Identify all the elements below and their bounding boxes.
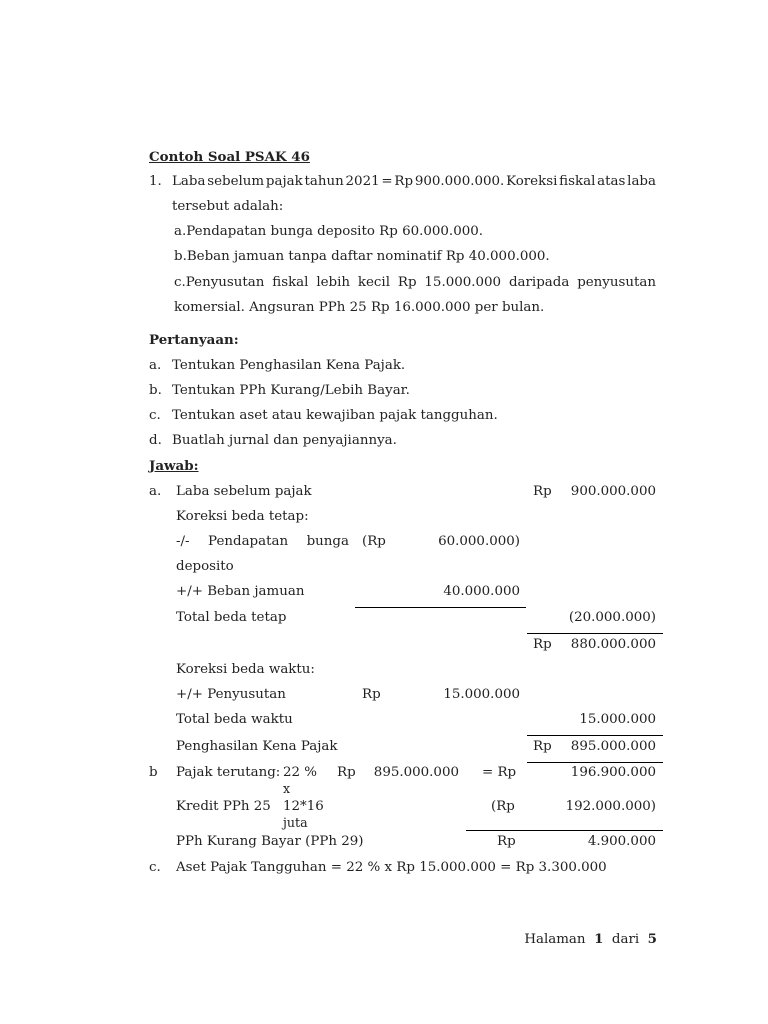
problem-line-2: tersebut adalah:	[172, 199, 284, 214]
pkp-rp: Rp	[533, 739, 552, 754]
terutang-label: Pajak terutang:	[176, 765, 281, 780]
questions-heading: Pertanyaan:	[149, 332, 239, 348]
word: pajak	[265, 174, 303, 189]
kurang-value: 4.900.000	[587, 834, 656, 849]
word: bunga	[306, 534, 349, 549]
answer-label-a: a.	[149, 484, 162, 499]
penyusutan-value: 15.000.000	[443, 687, 520, 702]
word: fiskal	[272, 275, 309, 290]
question-label-d: d.	[149, 433, 162, 448]
question-text-d: Buatlah jurnal dan penyajiannya.	[172, 433, 397, 448]
total-tetap-value: (20.000.000)	[568, 610, 656, 625]
word: penyusutan	[577, 275, 656, 290]
word: -/-	[176, 534, 190, 549]
problem-item-a: a.Pendapatan bunga deposito Rp 60.000.000.	[174, 224, 484, 239]
word: daripada	[508, 275, 570, 290]
terutang-value: 196.900.000	[570, 765, 656, 780]
word: 2021	[345, 174, 380, 189]
pkp-label: Penghasilan Kena Pajak	[176, 739, 338, 754]
koreksi-waktu-label: Koreksi beda waktu:	[176, 662, 315, 677]
question-text-c: Tentukan aset atau kewajiban pajak tangguhan.	[172, 408, 498, 423]
word: atas	[597, 174, 626, 189]
terutang-x: x	[283, 781, 291, 796]
answer-label-b: b	[149, 765, 158, 780]
pkp-value: 895.000.000	[570, 739, 656, 754]
total-waktu-label: Total beda waktu	[176, 712, 293, 727]
terutang-rp: Rp	[337, 765, 356, 780]
subtotal-value: 880.000.000	[570, 637, 656, 652]
laba-rp: Rp	[533, 484, 552, 499]
pendapatan-label	[176, 534, 349, 550]
kredit-rp: (Rp	[491, 799, 515, 814]
word: =	[381, 174, 393, 189]
question-label-b: b.	[149, 383, 162, 398]
total-waktu-value: 15.000.000	[579, 712, 656, 727]
divider-line	[527, 735, 663, 736]
page-footer	[524, 931, 657, 948]
footer-page-number: 1	[594, 931, 604, 947]
beban-value: 40.000.000	[443, 584, 520, 599]
divider-line	[355, 607, 526, 608]
question-label-c: c.	[149, 408, 161, 423]
word: 900.000.000.	[414, 174, 505, 189]
total-tetap-label: Total beda tetap	[176, 610, 287, 625]
pendapatan-value: 60.000.000)	[438, 534, 520, 549]
kredit-calc: 12*16	[283, 799, 324, 814]
word: Rp	[394, 174, 414, 189]
divider-line	[527, 762, 663, 763]
problem-line-1	[172, 174, 656, 190]
word: sebelum	[207, 174, 265, 189]
kredit-value: 192.000.000)	[565, 799, 656, 814]
word: c.Penyusutan	[174, 275, 265, 290]
footer-halaman: Halaman	[524, 932, 586, 947]
footer-total-pages: 5	[647, 931, 657, 947]
koreksi-tetap-label: Koreksi beda tetap:	[176, 509, 309, 524]
laba-value: 900.000.000	[570, 484, 656, 499]
word: tahun	[304, 174, 344, 189]
word: lebih	[316, 275, 351, 290]
word: fiskal	[559, 174, 596, 189]
question-text-b: Tentukan PPh Kurang/Lebih Bayar.	[172, 383, 410, 398]
answer-label-c: c.	[149, 860, 161, 875]
kredit-juta: juta	[283, 815, 308, 830]
kredit-label: Kredit PPh 25	[176, 799, 271, 814]
problem-item-c	[174, 275, 656, 291]
problem-number: 1.	[149, 174, 162, 189]
divider-line	[527, 633, 663, 634]
word: Koreksi	[506, 174, 558, 189]
divider-line	[466, 830, 663, 831]
problem-item-c-line-2: komersial. Angsuran PPh 25 Rp 16.000.000 per bulan.	[174, 300, 545, 315]
answer-heading: Jawab:	[149, 458, 199, 474]
kurang-label: PPh Kurang Bayar (PPh 29)	[176, 834, 364, 849]
problem-item-b: b.Beban jamuan tanpa daftar nominatif Rp 40.000.000.	[174, 249, 550, 264]
word: Rp	[397, 275, 417, 290]
question-label-a: a.	[149, 358, 162, 373]
kurang-rp: Rp	[497, 834, 516, 849]
document-title: Contoh Soal PSAK 46	[149, 149, 310, 165]
subtotal-rp: Rp	[533, 637, 552, 652]
word: 15.000.000	[424, 275, 502, 290]
deposito-label: deposito	[176, 559, 234, 574]
word: Laba	[172, 174, 206, 189]
penyusutan-label: +/+ Penyusutan	[176, 687, 286, 702]
terutang-eq: = Rp	[482, 765, 517, 780]
word: Pendapatan	[208, 534, 289, 549]
word: kecil	[357, 275, 390, 290]
word: laba	[627, 174, 656, 189]
question-text-a: Tentukan Penghasilan Kena Pajak.	[172, 358, 406, 373]
penyusutan-rp: Rp	[362, 687, 381, 702]
pendapatan-rp: (Rp	[362, 534, 386, 549]
footer-dari: dari	[611, 932, 640, 947]
aset-tangguhan-text: Aset Pajak Tangguhan = 22 % x Rp 15.000.000 = Rp 3.300.000	[176, 860, 607, 875]
laba-label: Laba sebelum pajak	[176, 484, 312, 499]
terutang-base: 895.000.000	[373, 765, 459, 780]
terutang-rate: 22 %	[283, 765, 318, 780]
beban-label: +/+ Beban jamuan	[176, 584, 305, 599]
